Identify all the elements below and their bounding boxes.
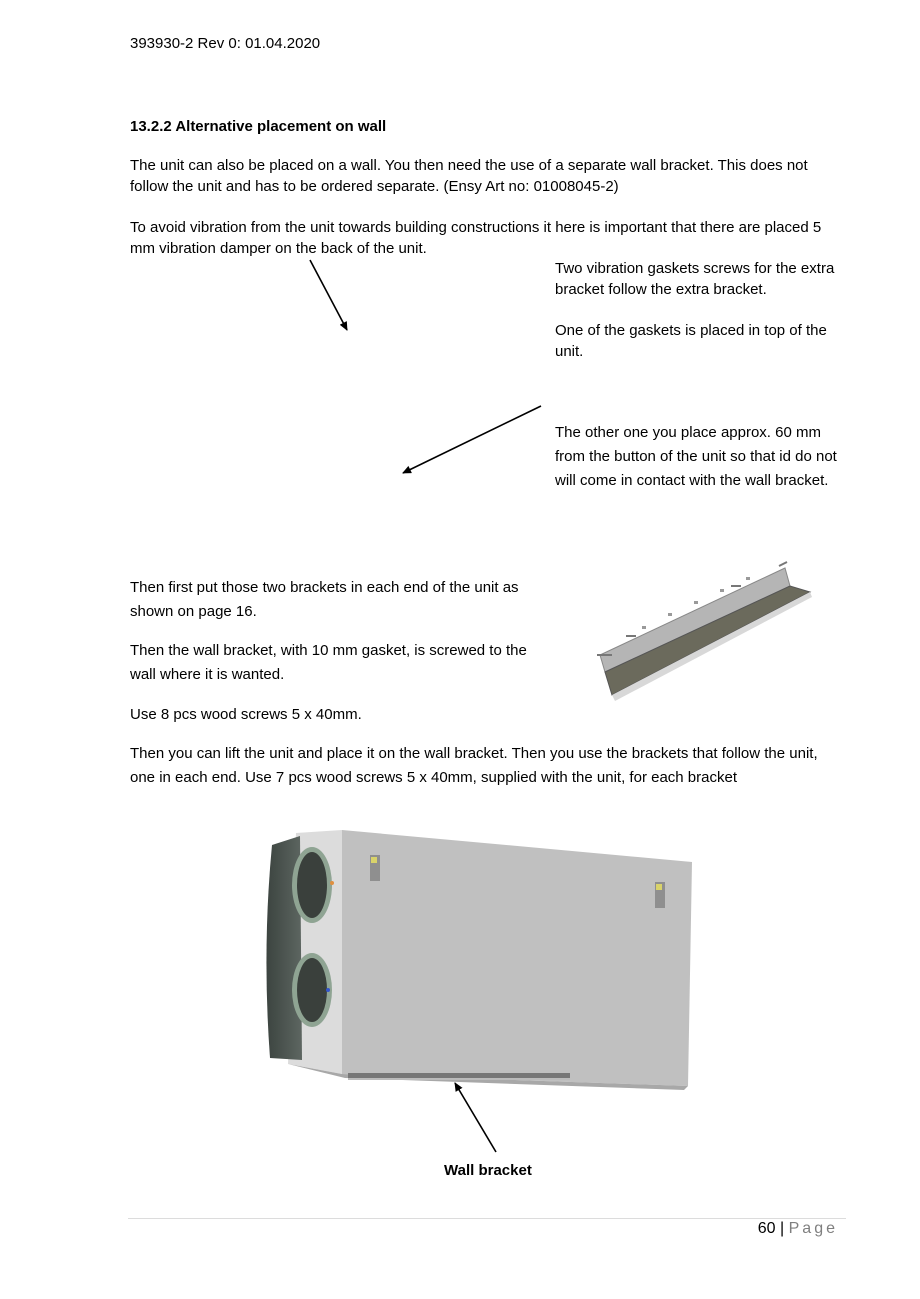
ventilation-unit-image bbox=[266, 830, 692, 1090]
figure-caption: Wall bracket bbox=[444, 1162, 532, 1179]
vibration-damper-arrow-2 bbox=[403, 406, 541, 473]
footer-separator: | bbox=[780, 1220, 785, 1237]
wall-bracket-pointer-arrow bbox=[455, 1083, 496, 1152]
page-footer bbox=[758, 1220, 838, 1238]
paragraph-wall-bracket-order: The unit can also be placed on a wall. You then need the use of a separate wall bracket. This does not follow the unit and has to be ordered separate. (Ensy Art no: 01008045-2) bbox=[130, 157, 808, 195]
page-label: Page bbox=[788, 1220, 838, 1237]
section-heading: 13.2.2 Alternative placement on wall bbox=[130, 118, 387, 135]
note-gasket-top: One of the gaskets is placed in top of the unit. bbox=[555, 322, 827, 360]
note-vibration-gaskets: Two vibration gaskets screws for the extra bracket follow the extra bracket. bbox=[555, 260, 835, 298]
note-gasket-bottom: The other one you place approx. 60 mm from the button of the unit so that id do not will come in contact with the wall bracket. bbox=[555, 424, 837, 489]
paragraph-lift-unit: Then you can lift the unit and place it on the wall bracket. Then you use the brackets that follow the unit, one in each end. Use 7 pcs wood screws 5 x 40mm, supplied with the unit, for each bracket bbox=[130, 745, 818, 786]
footer-divider bbox=[128, 1218, 846, 1219]
paragraph-put-brackets: Then first put those two brackets in each end of the unit as shown on page 16. bbox=[130, 579, 519, 620]
page-number: 60 bbox=[757, 1220, 776, 1237]
paragraph-vibration-damper: To avoid vibration from the unit towards building constructions it here is important that there are placed 5 mm vibration damper on the back of the unit. bbox=[130, 219, 822, 257]
paragraph-wood-screws: Use 8 pcs wood screws 5 x 40mm. bbox=[130, 706, 362, 723]
document-id: 393930-2 Rev 0: 01.04.2020 bbox=[130, 35, 321, 52]
wall-bracket-image bbox=[597, 562, 812, 701]
vibration-damper-arrow-1 bbox=[310, 260, 347, 330]
paragraph-screw-wall-bracket: Then the wall bracket, with 10 mm gasket, is screwed to the wall where it is wanted. bbox=[130, 642, 527, 683]
